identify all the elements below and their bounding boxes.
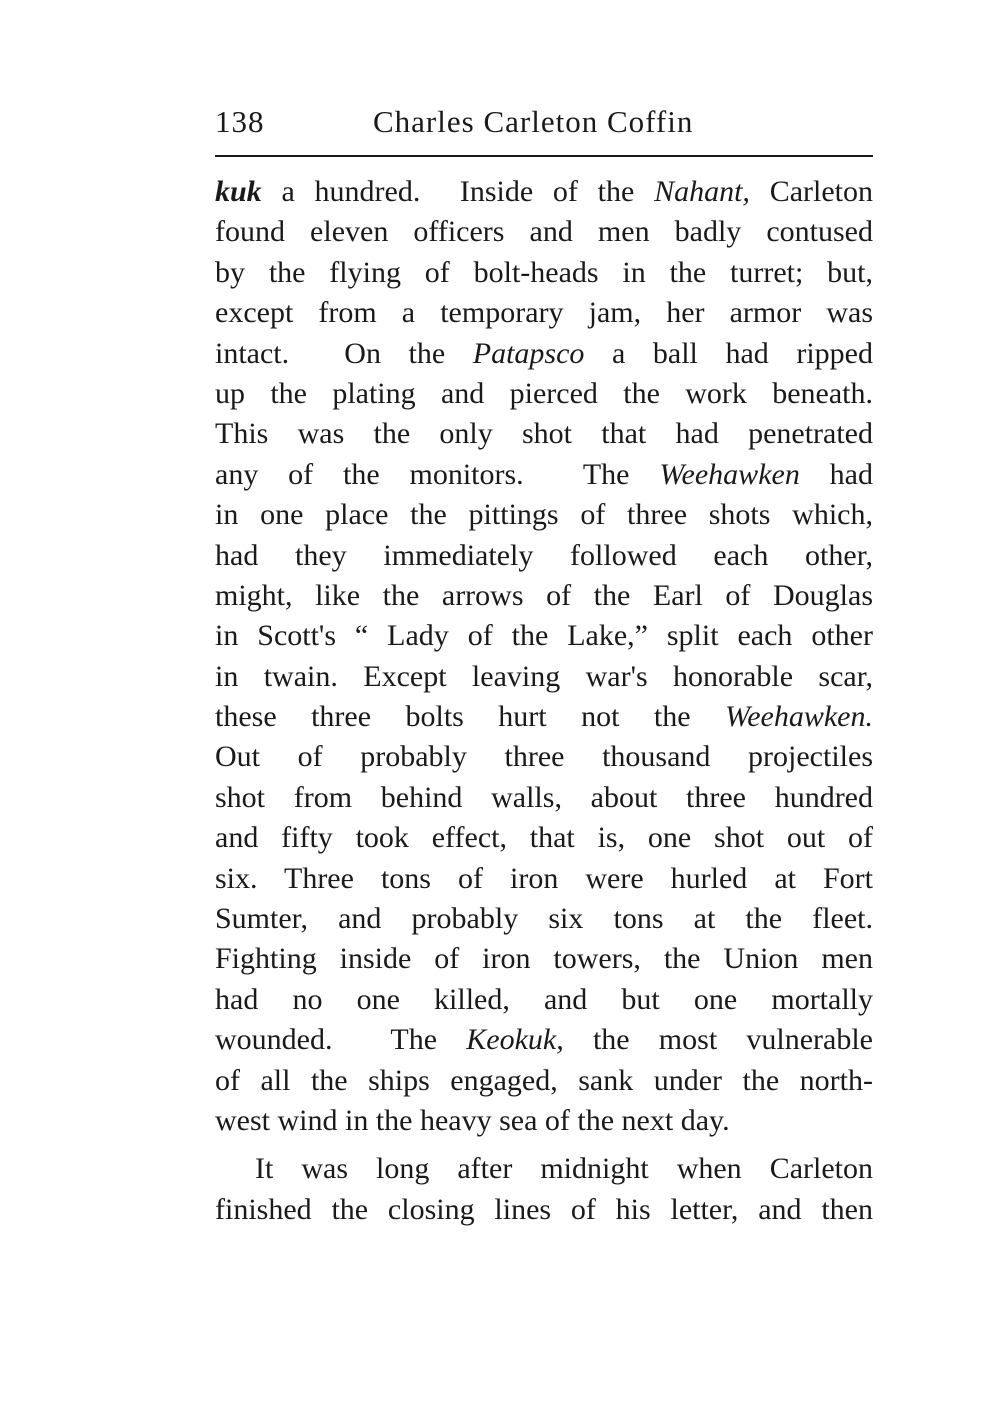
body-text — [215, 172, 873, 1230]
text-line: west wind in the heavy sea of the next day. — [215, 1103, 730, 1137]
text-line: wounded. The Keokuk, the most vulnerable — [215, 1023, 873, 1057]
ship-name-weehawken: Weehawken. — [724, 700, 873, 734]
italic-word: kuk — [215, 175, 262, 208]
running-title: Charles Carleton Coffin — [373, 104, 694, 139]
text-line: up the plating and pierced the work beneath. — [215, 376, 873, 410]
text-line: of all the ships engaged, sank under the north- — [215, 1063, 873, 1097]
text-line: Fighting inside of iron towers, the Union men — [215, 942, 873, 976]
ship-name-weehawken: Weehawken — [659, 457, 800, 491]
text-line: any of the monitors. The Weehawken had — [215, 457, 873, 491]
text-line: kuk a hundred. Inside of the Nahant, Carleton — [215, 175, 873, 208]
ship-name-keokuk: Keokuk, — [466, 1023, 564, 1057]
text-line: intact. On the Patapsco a ball had ripped — [215, 336, 873, 370]
text-line: by the flying of bolt-heads in the turret; but, — [215, 255, 873, 289]
text-line: shot from behind walls, about three hundred — [215, 780, 873, 814]
paragraph-1 — [215, 172, 873, 1141]
text-line: and fifty took effect, that is, one shot out of — [215, 821, 873, 855]
text-line: Sumter, and probably six tons at the fleet. — [215, 902, 873, 936]
text-line: It was long after midnight when Carleton — [255, 1152, 873, 1186]
header-rule — [215, 155, 873, 157]
text-line: might, like the arrows of the Earl of Douglas — [215, 578, 873, 612]
text-line: these three bolts hurt not the Weehawken. — [215, 700, 873, 734]
text-line: This was the only shot that had penetrated — [215, 417, 873, 451]
text-line: in Scott's “ Lady of the Lake,” split each other — [215, 619, 873, 653]
text-line: in twain. Except leaving war's honorable scar, — [215, 659, 873, 693]
text-line: Out of probably three thousand projectiles — [215, 740, 873, 774]
page-number: 138 — [215, 104, 265, 139]
text-line: except from a temporary jam, her armor was — [215, 296, 873, 330]
text-line: six. Three tons of iron were hurled at Fort — [215, 861, 873, 895]
ship-name-patapsco: Patapsco — [472, 336, 585, 370]
text-line: finished the closing lines of his letter, and then — [215, 1192, 873, 1226]
text-line: had they immediately followed each other, — [215, 538, 873, 572]
paragraph-2 — [215, 1149, 873, 1230]
text-line: had no one killed, and but one mortally — [215, 982, 873, 1016]
text-line: found eleven officers and men badly contused — [215, 215, 873, 249]
running-head — [215, 98, 873, 146]
ship-name-nahant: Nahant, — [654, 175, 750, 208]
text-line: in one place the pittings of three shots which, — [215, 498, 873, 532]
